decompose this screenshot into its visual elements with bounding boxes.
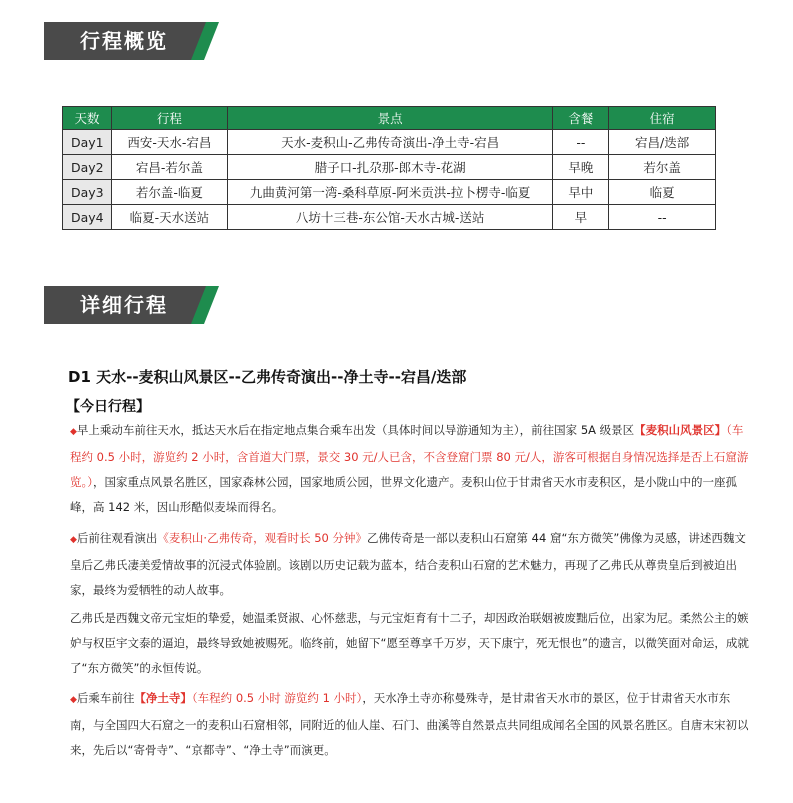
text: ，国家重点风景名胜区，国家森林公园，国家地质公园，世界文化遗产。麦积山位于甘肃省天水市麦积区，是小陇山中的一座孤峰，高 142 米，因山形酷似麦垛而得名。 [70,475,737,514]
detail-banner [44,286,219,324]
bullet-icon: ◆ [70,535,77,545]
sights-cell: 天水-麦积山-乙弗传奇演出-净土寺-宕昌 [227,130,553,155]
sights-cell: 九曲黄河第一湾-桑科草原-阿米贡洪-拉卜楞寺-临夏 [227,180,553,205]
day-cell: Day2 [63,155,112,180]
header-meals: 含餐 [553,107,609,130]
text: ，天水净土寺亦称曼殊寺，是甘肃省天水市的景区，位于甘肃省天水市东南，与全国四大石窟之一的麦积山石窟相邻，同附近的仙人崖、石门、曲溪等自然景点共同组成闻名全国的风景名胜区。自唐末宋初以来，先后以“寄骨寺”、“京都寺”、“净土寺”而演更。 [70,691,749,757]
day-cell: Day4 [63,205,112,230]
route-cell: 若尔盖-临夏 [111,180,227,205]
paragraph-performance [70,526,750,603]
sights-cell: 八坊十三巷-东公馆-天水古城-送站 [227,205,553,230]
text: 后前往观看演出 [76,531,158,545]
overview-banner [44,22,219,60]
meals-cell: 早中 [553,180,609,205]
day-cell: Day3 [63,180,112,205]
today-label: 【今日行程】 [66,399,150,415]
bullet-icon: ◆ [70,427,77,437]
overview-title: 行程概览 [80,29,168,53]
ticket-note: （车程约 0.5 小时，游览约 2 小时，含首道大门票，景交 30 元/人已含，不含登窟门票 80 元/人，游客可根据自身情况选择是否上石窟游览。） [70,423,749,489]
day-cell: Day1 [63,130,112,155]
sights-cell: 腊子口-扎尕那-郎木寺-花湖 [227,155,553,180]
header-route: 行程 [111,107,227,130]
table-header-row [63,107,716,130]
highlight-maijishan: 【麦积山风景区】 [634,423,727,437]
lodging-cell: -- [609,205,716,230]
table-row [63,180,716,205]
meals-cell: 早晚 [553,155,609,180]
text: 早上乘动车前往天水，抵达天水后在指定地点集合乘车出发（具体时间以导游通知为主），前往国家 5A 级景区 [76,423,635,437]
text: 乙佛传奇是一部以麦积山石窟第 44 窟“东方微笑”佛像为灵感，讲述西魏文皇后乙弗氏凄美爱情故事的沉浸式体验剧。该剧以历史记载为蓝本，结合麦积山石窟的艺术魅力，再现了乙弗氏从尊贵皇后到被迫出家，最终为爱牺牲的动人故事。 [70,531,746,597]
lodging-cell: 临夏 [609,180,716,205]
route-cell: 西安-天水-宕昌 [111,130,227,155]
duration-note: （车程约 0.5 小时 游览约 1 小时） [191,691,363,705]
route-cell: 宕昌-若尔盖 [111,155,227,180]
highlight-performance: 《麦积山·乙弗传奇，观看时长 50 分钟》 [157,531,368,545]
lodging-cell: 若尔盖 [609,155,716,180]
meals-cell: -- [553,130,609,155]
itinerary-summary-table [62,106,716,230]
table-row [63,130,716,155]
lodging-cell: 宕昌/迭部 [609,130,716,155]
table-row [63,205,716,230]
header-lodging: 住宿 [609,107,716,130]
route-cell: 临夏-天水送站 [111,205,227,230]
text: 后乘车前往 [76,691,135,705]
paragraph-jingtu-temple [70,686,750,763]
paragraph-story: 乙弗氏是西魏文帝元宝炬的挚爱，她温柔贤淑、心怀慈悲，与元宝炬育有十二子，却因政治联姻被废黜后位，出家为尼。柔然公主的嫉妒与权臣宇文泰的逼迫，最终导致她被赐死。临终前，她留下“愿至尊享千万岁，天下康宁，死无恨也”的遗言，以微笑面对命运，成就了“东方微笑”的永恒传说。 [70,611,749,675]
header-days: 天数 [63,107,112,130]
day1-title: D1 天水--麦积山风景区--乙弗传奇演出--净土寺--宕昌/迭部 [68,368,467,386]
detail-title: 详细行程 [80,293,168,317]
header-sights: 景点 [227,107,553,130]
highlight-jingtu: 【净土寺】 [134,691,192,705]
table-row [63,155,716,180]
paragraph-maijishan [70,418,750,520]
meals-cell: 早 [553,205,609,230]
bullet-icon: ◆ [70,695,77,705]
